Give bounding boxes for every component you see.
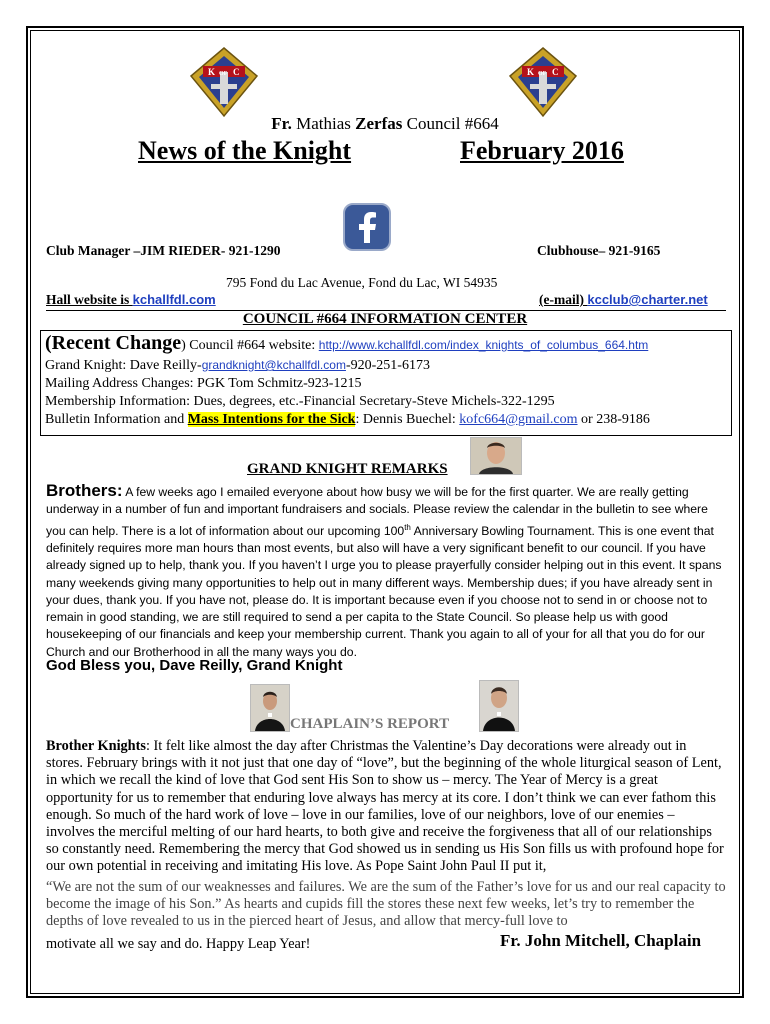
council-line [0, 114, 770, 134]
grand-knight-photo [470, 437, 522, 475]
clubhouse-phone: Clubhouse– 921-9165 [537, 243, 661, 258]
council-line-rest: Council #664 [402, 114, 499, 133]
facebook-icon[interactable] [343, 203, 391, 251]
club-manager: Club Manager –JIM RIEDER- 921-1290 [46, 243, 281, 258]
chaplain-signature: Fr. John Mitchell, Chaplain [500, 931, 702, 950]
svg-text:C: C [233, 67, 240, 77]
grand-knight-heading: GRAND KNIGHT REMARKS [247, 461, 448, 477]
hall-website [46, 292, 216, 308]
grand-knight-row [45, 358, 430, 374]
chaplain-heading: CHAPLAIN’S REPORT [290, 716, 450, 732]
grand-knight-salutation: Brothers: [46, 481, 123, 500]
chaplain-closing: motivate all we say and do. Happy Leap Year! [46, 936, 311, 952]
email-link[interactable]: kcclub@charter.net [587, 292, 708, 307]
council-line-mid: Mathias [291, 114, 356, 133]
hall-website-link[interactable]: kchallfdl.com [132, 292, 216, 307]
membership-row: Membership Information: Dues, degrees, etc.-Financial Secretary-Steve Michels-322-1295 [45, 394, 555, 409]
grand-knight-signoff: God Bless you, Dave Reilly, Grand Knight [46, 657, 343, 674]
svg-text:K: K [208, 67, 216, 77]
hall-website-label: Hall website is [46, 292, 133, 307]
kofc-emblem-right [508, 46, 578, 118]
chaplain-photo-right [479, 680, 519, 732]
chaplain-body-text: : It felt like almost the day after Christmas the Valentine’s Day decorations were already out in stores. February brings with it not just that one day of “love”, but the beginning of the whole liturgical season of Lent, in which we recall the kind of love that God sent His Son to show us – mercy. The Year of Mercy is a great opportunity for us to remember that enduring love always has mercy at its core. I don’t think we can ever fathom this enough. So much of the hard work of love – love in our families, love of our neighbors, love of our enemies – involves the merciful melting of our hard hearts, to both give and receive the forgiveness that all of our relationships so constantly need. Remembering the mercy that God showed us in sending us His Son fills us with profound hope for our own potential in receiving and imitating His love. As Pope Saint John Paul II put it, [46, 738, 724, 875]
svg-text:OF: OF [538, 71, 547, 77]
bulletin-email[interactable]: kofc664@gmail.com [459, 412, 578, 427]
grand-knight-phone: -920-251-6173 [345, 358, 430, 373]
chaplain-body [46, 738, 726, 876]
issue-date: February 2016 [460, 136, 624, 165]
newsletter-title: News of the Knight [138, 136, 352, 165]
grand-knight-email[interactable]: grandknight@kchallfdl.com [201, 358, 346, 372]
info-website-row [45, 332, 648, 355]
council-line-fr: Fr. [271, 114, 292, 133]
website-text: Council #664 website: [185, 338, 319, 353]
club-email [539, 292, 708, 308]
grand-knight-body-2: Anniversary Bowling Tournament. This is one event that definitely requires more man hours than most events, but also will have a very significant benefit to our council. If you have already signed up to help, thank you. If you haven’t I urge you to please prayerfully consider helping out in this event. It spans many weekends giving many opportunities to help out in many different ways. Membership dues; if you have already sent in your dues, thank you. If you have not, please do. It is important because even if you choose not to send in or choose not to remain in good standing, we are still required to send a per capita to the State Council. So please help us with good housekeeping of our financials and keep your membership current. Thank you again to all of your for all that you do for our Church and our Brotherhood in all the many ways you do. [46, 523, 722, 659]
info-center-heading: COUNCIL #664 INFORMATION CENTER [242, 311, 528, 327]
grand-knight-text: Grand Knight: Dave Reilly- [45, 358, 202, 373]
recent-change-label: (Recent Change [45, 332, 182, 354]
kofc-emblem-left [189, 46, 259, 118]
web-email-row [46, 292, 726, 311]
chaplain-quote: “We are not the sum of our weaknesses and failures. We are the sum of the Father’s love for us and our real capacity to become the image of his Son.” As hearts and cupids fill the stores these next few weeks, let’s try to remember the depths of love revealed to us in the pierced heart of Jesus, and allow that mercy-full love to [46, 879, 726, 930]
bulletin-after: : Dennis Buechel: [355, 412, 460, 427]
recent-change-close: ) [181, 338, 186, 353]
chaplain-photo-left [250, 684, 290, 732]
mailing-row: Mailing Address Changes: PGK Tom Schmitz-923-1215 [45, 376, 362, 391]
grand-knight-body-1: A few weeks ago I emailed everyone about how busy we will be for the first quarter. We are really getting underway in a number of fun and important fundraisers and socials. Please review the calendar in the bulletin to see where you can help. There is a lot of information about our upcoming 100 [46, 485, 708, 538]
mass-intentions-highlight: Mass Intentions for the Sick [187, 412, 356, 427]
svg-text:C: C [552, 67, 559, 77]
svg-text:OF: OF [219, 71, 228, 77]
council-line-name: Zerfas [355, 114, 403, 133]
chaplain-salutation: Brother Knights [46, 738, 146, 754]
bulletin-row [45, 412, 650, 428]
hall-address: 795 Fond du Lac Avenue, Fond du Lac, WI 54935 [226, 275, 498, 290]
email-label: (e-mail) [539, 292, 588, 307]
svg-text:K: K [527, 67, 535, 77]
bulletin-text: Bulletin Information and [45, 412, 188, 427]
grand-knight-body-sup: th [404, 522, 411, 532]
grand-knight-body [46, 482, 726, 661]
bulletin-phone: or 238-9186 [577, 412, 650, 427]
council-website-link[interactable]: http://www.kchallfdl.com/index_knights_of_columbus_664.htm [318, 338, 649, 352]
